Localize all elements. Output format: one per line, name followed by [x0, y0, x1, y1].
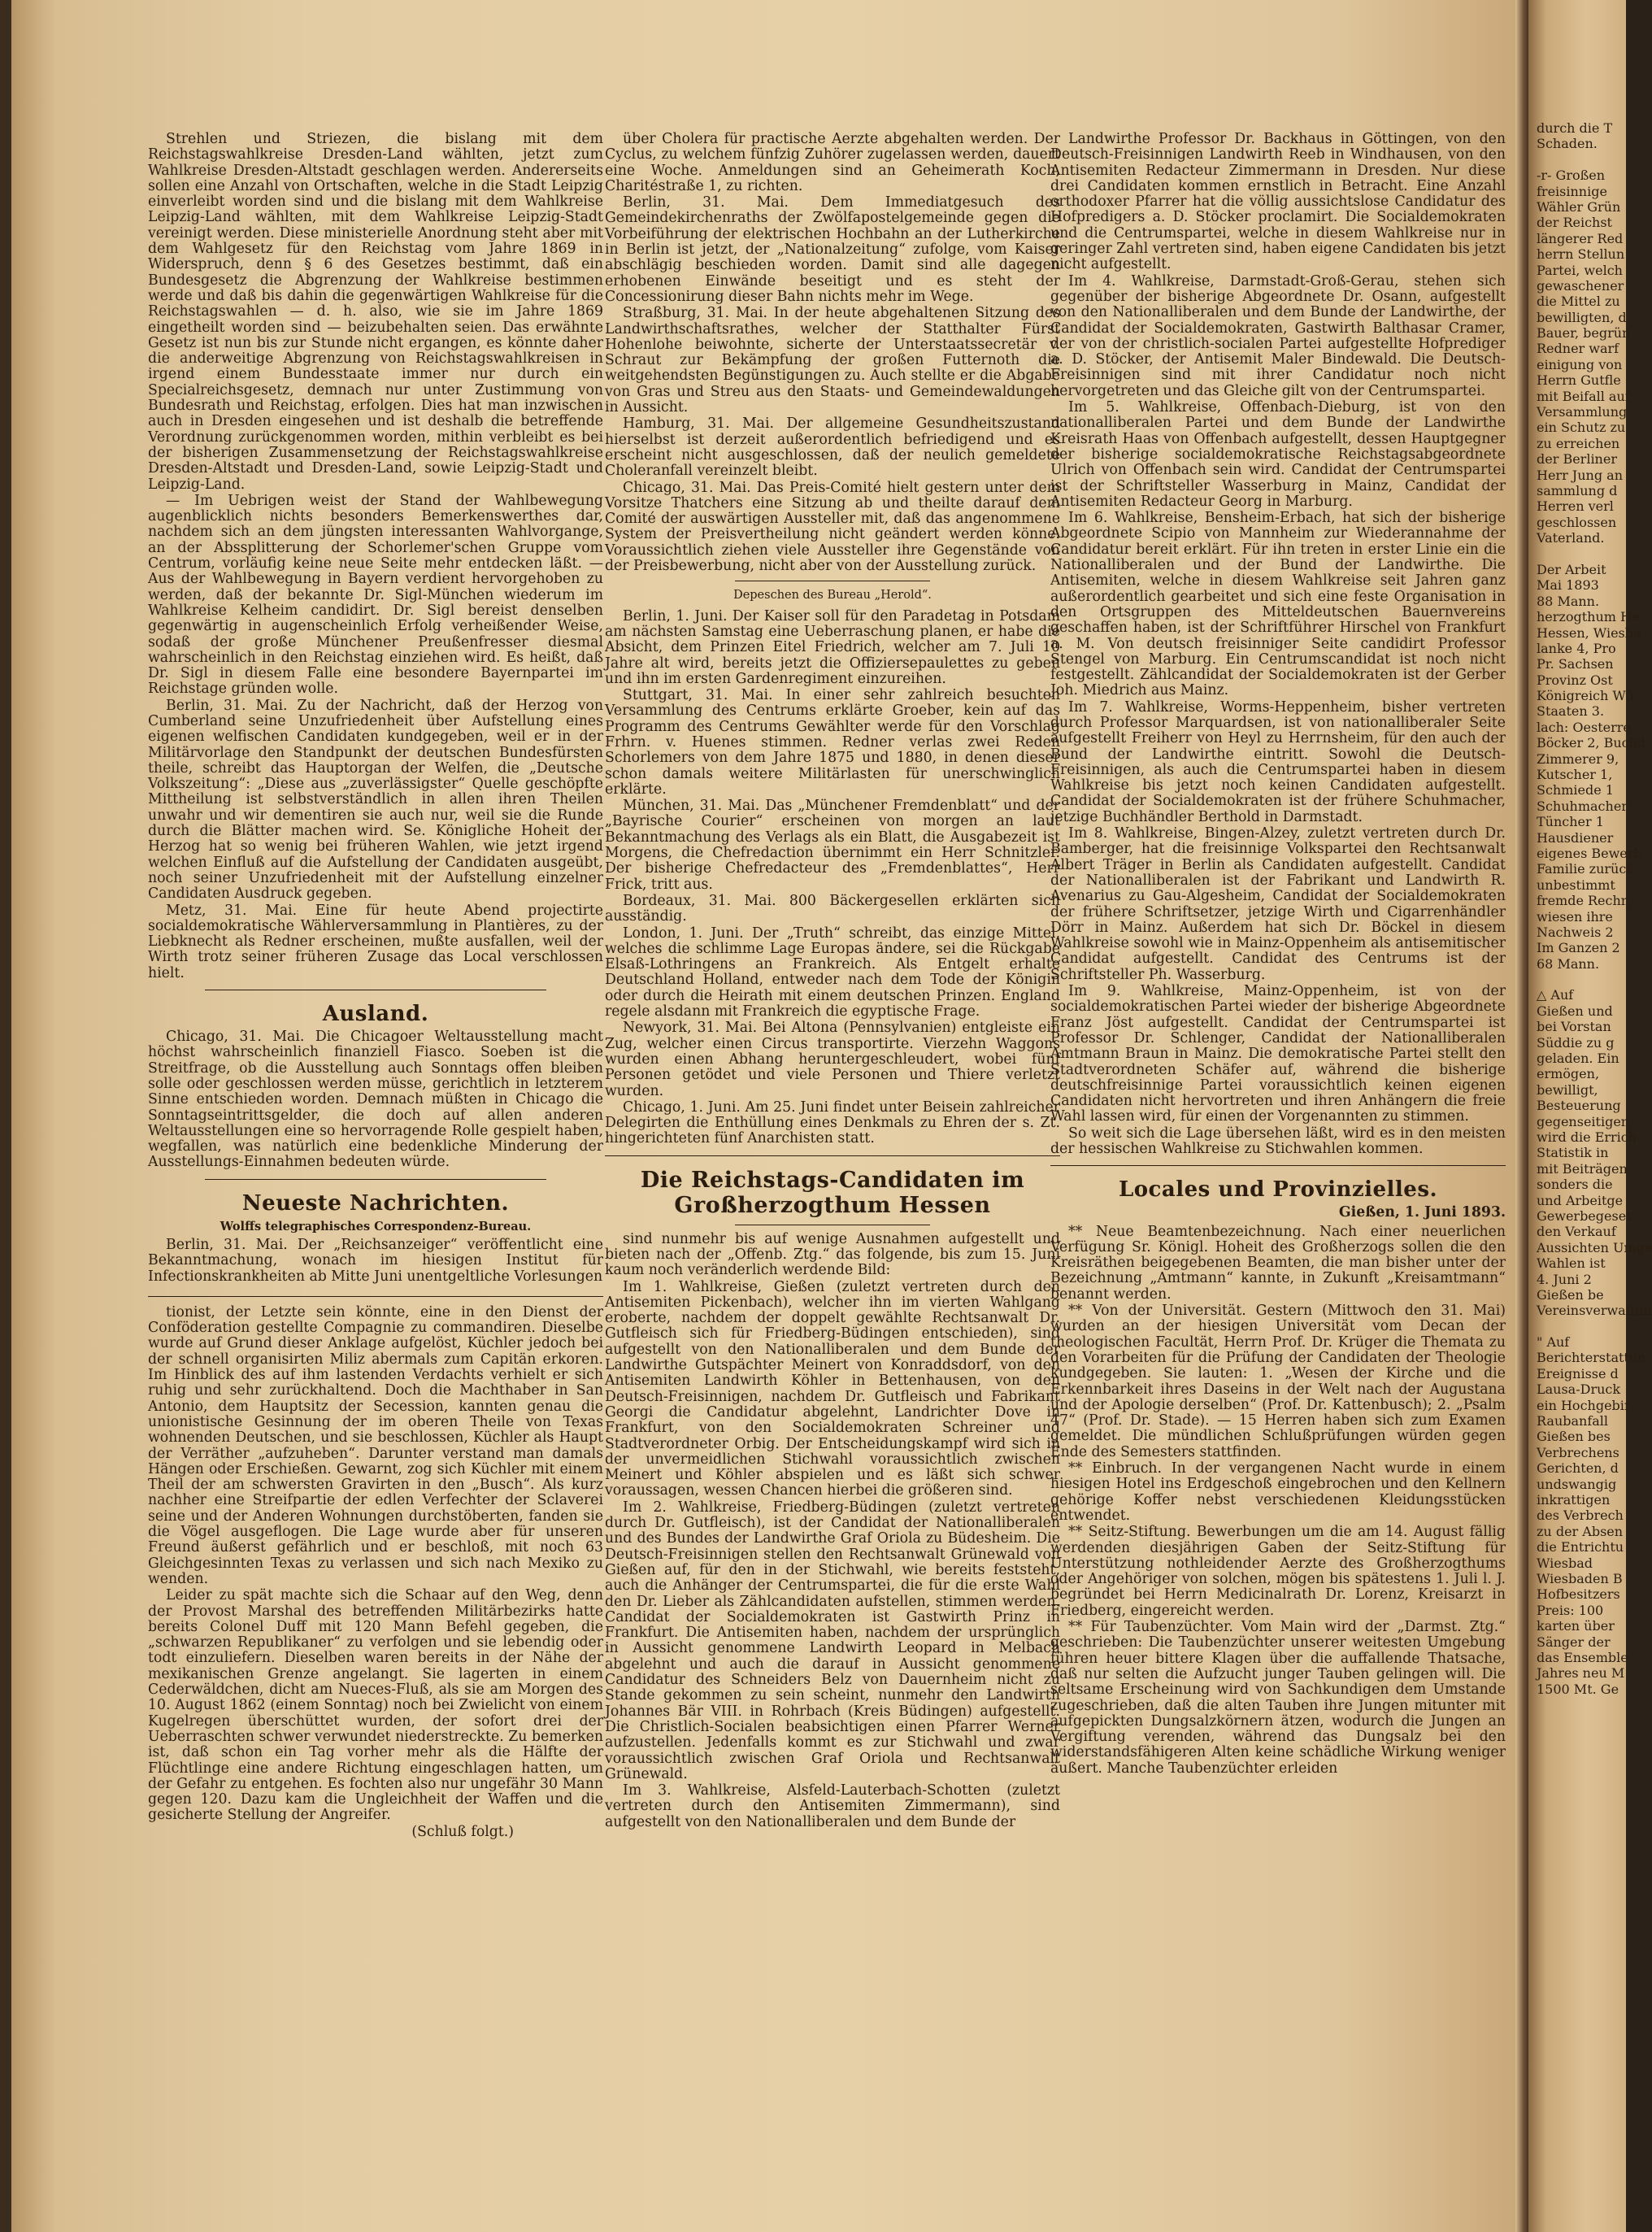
strip-line — [1537, 1319, 1626, 1334]
strip-line: sonders die — [1537, 1177, 1613, 1193]
strip-line: gewaschener — [1537, 277, 1624, 294]
article-paragraph: So weit sich die Lage übersehen läßt, wird es in den meisten der hessischen Wahlkreise zu Stichwahlen kommen. — [1050, 1125, 1506, 1157]
strip-line: Nachweis 2 — [1537, 924, 1614, 940]
strip-line — [1537, 546, 1626, 562]
strip-line: Wiesbad — [1537, 1555, 1593, 1571]
strip-line: Lausa-Druck — [1537, 1381, 1621, 1398]
facing-page-text-strip — [1537, 120, 1652, 2178]
section-heading-hessen: Die Reichstags-Candidaten im Großherzogthum Hessen — [640, 1167, 1025, 1218]
strip-line: Wähler Grün — [1537, 198, 1621, 215]
strip-line: Hausdiener — [1537, 829, 1614, 846]
article-paragraph: Im 3. Wahlkreise, Alsfeld-Lauterbach-Schotten (zuletzt vertreten durch den Antisemiten Zimmermann), sind aufgestellt von den Nationalliberalen und dem Bunde der — [605, 1782, 1060, 1830]
strip-line: Gerichten, d — [1537, 1460, 1619, 1477]
feuilleton-continued-note: (Schluß folgt.) — [411, 1823, 514, 1840]
article-paragraph: Strehlen und Striezen, die bislang mit dem Reichstagswahlkreise Dresden-Land wählten, jetzt zum Wahlkreise Dresden-Altstadt geschlagen werden. Andererseits sollen eine Anzahl von Ortschaften, welche in die Stadt Leipzig einverleibt worden sind und die bislang mit dem Wahlkreise Leipzig-Land wählten, mit dem Wahlkreise Leipzig-Stadt vereinigt werden. Diese ministerielle Anordnung steht aber mit dem Wahlgesetz für den Reichstag vom Jahre 1869 in Widerspruch, denn § 6 des Gesetzes bestimmt, daß ein Bundesgesetz die Abgrenzung der Wahlkreise bestimmen werde und daß bis dahin die gegenwärtigen Wahlkreise für die Reichstagswahlen — d. h. also, wie sie im Jahre 1869 eingetheilt worden sind — beizubehalten seien. Das erwähnte Gesetz ist nun bis zur Stunde nicht ergangen, es könnte daher die anderweitige Abgrenzung von Reichstagswahlkreisen in irgend einem Bundesstaate immer nur durch ein Specialreichsgesetz, demnach nur unter Zustimmung von Bundesrath und Reichstag, erfolgen. Dies hat man inzwischen auch in Dresden eingesehen und ist deshalb die betreffende Verordnung zurückgenommen worden, mithin verbleibt es bei der bisherigen Zusammensetzung der Reichstagswahlkreise Dresden-Altstadt und Dresden-Land, sowie Leipzig-Stadt und Leipzig-Land. — [148, 131, 603, 493]
strip-line: Verbrechens — [1537, 1444, 1619, 1460]
strip-line: die Entrichtu — [1537, 1539, 1624, 1555]
article-paragraph: ** Für Taubenzüchter. Vom Main wird der „Darmst. Ztg.“ geschrieben: Die Taubenzüchter unserer weitesten Umgebung führen heuer bittere Klagen über die auffallende Thatsache, daß nur selten die Aufzucht junger Tauben gelingen will. Die seltsame Erscheinung wird von Sachkundigen dem Umstande zugeschrieben, daß die alten Tauben ihre Jungen mitunter mit aufgepickten Dungsalzkörnern ätzen, wodurch die Jungen an Vergiftung verenden, während das Dungsalz bei den widerstandsfähigeren Alten keine schädliche Wirkung weniger äußert. Manche Taubenzüchter erleiden — [1050, 1619, 1506, 1777]
strip-line: Provinz Ost — [1537, 672, 1613, 688]
strip-line: durch die T — [1537, 120, 1613, 136]
strip-line: unbestimmt — [1537, 877, 1615, 893]
strip-line: Berichterstattun — [1537, 1350, 1646, 1366]
article-paragraph: ** Neue Beamtenbezeichnung. Nach einer neuerlichen Verfügung Sr. Königl. Hoheit des Großherzogs sollen die den Kreisräthen beigegebenen Beamten, die man bisher unter der Bezeichnung „Amtmann“ kannte, in Zukunft „Kreisamtmann“ benannt werden. — [1050, 1223, 1506, 1303]
strip-line: Gewerbegeset — [1537, 1207, 1632, 1224]
article-paragraph: ** Seitz-Stiftung. Bewerbungen um die am 14. August fällig werdenden diesjährigen Gaben der Seitz-Stiftung für Unterstützung nothleidender Aerzte des Großherzogthums oder Angehöriger von solchen, mögen bis spätestens 1. Juli l. J. begründet bei Herrn Medicinalrath Dr. Lorenz, Kreisarzt in Friedberg, eingereicht werden. — [1050, 1524, 1506, 1619]
strip-line: karten über — [1537, 1618, 1615, 1634]
strip-line: wird die Errich — [1537, 1129, 1637, 1145]
strip-line: Sänger der — [1537, 1634, 1611, 1650]
column-right — [1050, 132, 1506, 2181]
strip-line: Gießen und — [1537, 1003, 1613, 1019]
article-paragraph: Im 2. Wahlkreise, Friedberg-Büdingen (zuletzt vertreten durch Dr. Gutfleisch), ist der Candidat der Nationalliberalen und des Bundes der Landwirthe Graf Oriola zu Büdesheim. Die Deutsch-Freisinnigen stellen den Rechtsanwalt Grünewald von Gießen auf, für den in der Stichwahl, wie bereits feststeht, auch die Anhänger der Centrumspartei, die für die erste Wahl den Dr. Lieber als Zählcandidaten aufstellen, stimmen werden. Candidat der Socialdemokraten ist Gastwirth Prinz in Frankfurt. Die Antisemiten haben, nachdem der ursprünglich in Aussicht genommene Landwirth Leopard in Melbach abgelehnt und auch die darauf in Aussicht genommene Candidatur des Schneiders Belz von Dauernheim nicht zu Stande gekommen zu sein scheint, nunmehr den Landwirth Johannes Bär VIII. in Rohrbach (Kreis Büdingen) aufgestellt. Die Christlich-Socialen beabsichtigen einen Pfarrer Werner aufzustellen. Jedenfalls kommt es zur Stichwahl und zwar voraussichtlich zwischen Graf Oriola und Rechtsanwalt Grünewald. — [605, 1499, 1060, 1782]
strip-line: Gießen bes — [1537, 1429, 1611, 1445]
strip-line: Schaden. — [1537, 136, 1598, 152]
column-left — [148, 132, 603, 2181]
strip-line: ein Hochgebir — [1537, 1397, 1631, 1413]
article-paragraph: Straßburg, 31. Mai. In der heute abgehaltenen Sitzung des Landwirthschaftsrathes, welcher der Statthalter Fürst Hohenlohe beiwohnte, sicherte der Unterstaatssecretär v. Schraut zur Bekämpfung der großen Futternoth die weitgehendsten Begünstigungen zu. Auch stellte er die Abgabe von Gras und Streu aus den Staats- und Gemeindewaldungen in Aussicht. — [605, 305, 1060, 416]
strip-line: fremde Rechn — [1537, 893, 1630, 909]
strip-line: den Verkauf — [1537, 1224, 1616, 1240]
strip-line: Jahres neu M — [1537, 1665, 1625, 1682]
strip-line: einigung von — [1537, 356, 1623, 372]
section-divider — [1050, 1165, 1506, 1166]
article-paragraph: Berlin, 31. Mai. Der „Reichsanzeiger“ veröffentlicht eine Bekanntmachung, wonach im hiesigen Institut für Infectionskrankheiten ab Mitte Juni unentgeltliche Vorlesungen — [148, 1237, 603, 1285]
strip-line: und Arbeitge — [1537, 1192, 1624, 1208]
strip-line: Königreich Wü — [1537, 688, 1634, 704]
article-paragraph: Hamburg, 31. Mai. Der allgemeine Gesundheitszustand hierselbst ist derzeit außerordentlich befriedigend und es erscheint nicht ausgeschlossen, daß der neulich gemeldete Choleranfall vereinzelt bleibt. — [605, 416, 1060, 480]
section-heading-ausland: Ausland. — [322, 1002, 429, 1027]
strip-line: Der Arbeit — [1537, 561, 1606, 577]
strip-line: der Reichst — [1537, 215, 1612, 231]
article-paragraph: Im 7. Wahlkreise, Worms-Heppenheim, bisher vertreten durch Professor Marquardsen, ist von nationalliberaler Seite aufgestellt Freiherr von Heyl zu Herrnsheim, für den auch der Bund der Landwirthe eintritt. Sowohl die Deutsch-Freisinnigen, als auch die Centrumspartei haben in diesem Wahlkreise bis jetzt noch keinen Candidaten aufgestellt. Candidat der Socialdemokraten ist der frühere Schuhmacher, jetzige Buchhändler Berthold in Darmstadt. — [1050, 698, 1506, 825]
feuilleton-divider — [148, 1296, 603, 1297]
strip-line: Staaten 3. — [1537, 703, 1605, 720]
article-paragraph: Bordeaux, 31. Mai. 800 Bäckergesellen erklärten sich ausständig. — [605, 892, 1060, 925]
article-paragraph: London, 1. Juni. Der „Truth“ schreibt, das einzige Mittel, welches die schlimme Lage Europas ändere, sei die Rückgabe Elsaß-Lothringens an Frankreich. Als Entgelt erhalte Deutschland Holland, entweder nach dem Tode der Königin oder durch die Heirath mit einem deutschen Prinzen. England regele alsdann mit Frankreich die egyptische Frage. — [605, 925, 1060, 1020]
article-paragraph: Chicago, 1. Juni. Am 25. Juni findet unter Beisein zahlreicher Delegirten die Enthüllung eines Denkmals zu Ehren der s. Zt. hingerichteten fünf Anarchisten statt. — [605, 1099, 1060, 1147]
article-paragraph: Im 1. Wahlkreise, Gießen (zuletzt vertreten durch den Antisemiten Pickenbach), welcher ihn im vierten Wahlgang eroberte, nachdem der doppelt gewählte Rechtsanwalt Dr. Gutfleisch sich für Friedberg-Büdingen entschieden), sind aufgestellt von den Nationalliberalen und dem Bunde der Landwirthe Gutspächter Meinert von Konraddsdorf, von den Antisemiten Landwirth Köhler in Bettenhausen, von den Deutsch-Freisinnigen, nachdem Dr. Gutfleisch und Fabrikant Georgi die Candidatur abgelehnt, Landrichter Dove in Frankfurt, von den Socialdemokraten Schreiner und Stadtverordneter Orbig. Der Entscheidungskampf wird sich in der unvermeidlichen Stichwahl voraussichtlich zwischen Meinert und Köhler abspielen und es läßt sich schwer voraussagen, wessen Chancen hierbei die größeren sind. — [605, 1278, 1060, 1499]
strip-line: Bauer, begrün — [1537, 325, 1631, 342]
strip-line: Gießen be — [1537, 1286, 1604, 1303]
strip-line: herzogthum He — [1537, 609, 1640, 625]
strip-line: wiesen ihre — [1537, 908, 1613, 925]
strip-line: Preis: 100 — [1537, 1602, 1604, 1618]
article-paragraph: ** Von der Universität. Gestern (Mittwoch den 31. Mai) wurden an der hiesigen Universität vom Decan der theologischen Facultät, Herrn Prof. Dr. Krüger die Themata zu den Vorarbeiten für die Prüfung der Candidaten der Theologie kundgegeben. Sie lauten: 1. „Wesen der Kirche und die Erkennbarkeit ihres Daseins in der Welt nach der Augustana und der Apologie derselben“ (Prof. Dr. Kattenbusch); 2. „Psalm 47“ (Prof. Dr. Stade). — 15 Herren haben sich zum Examen gemeldet. Die mündlichen Schlußprüfungen würden gegen Ende des Semesters stattfinden. — [1050, 1303, 1506, 1460]
strip-line: Herren verl — [1537, 498, 1614, 515]
feuilleton-paragraph: Leider zu spät machte sich die Schaar auf den Weg, denn der Provost Marshal des betreffenden Militärbezirks hatte bereits Colonel Duff mit 120 Mann Befehl gegeben, die „schwarzen Republikaner“ zu verfolgen und sie lebendig oder todt einzuliefern. Dieselben waren bereits in der Nähe der mexikanischen Grenze angelangt. Sie lagerten in einem Cederwäldchen, dicht am Nueces-Fluß, als sie am Morgen des 10. August 1862 (einem Sonntag) noch bei Zwielicht von einem Kugelregen überschüttet wurden, der sofort drei der Ueberraschten schwer verwundet niederstreckte. Zu bemerken ist, daß schon ein Tag vorher mehr als die Hälfte der Flüchtlinge eine andere Richtung eingeschlagen hatten, um der Gefahr zu entgehen. Es fochten also nur ungefähr 30 Mann gegen 120. Dazu kam die Ungleichheit der Waffen und die gesicherte Stellung der Angreifer. — [148, 1587, 603, 1824]
strip-line: das Ensemble — [1537, 1649, 1628, 1665]
strip-line: Versammlung — [1537, 404, 1628, 420]
article-paragraph: Im 6. Wahlkreise, Bensheim-Erbach, hat sich der bisherige Abgeordnete Scipio von Mannheim zur Wiederannahme der Candidatur bereit erklärt. Für ihn treten in erster Linie ein die Nationalliberalen und der Bund der Landwirthe. Die Antisemiten, welche in diesem Wahlkreise seit Jahren ganz außerordentlich gearbeitet und sich eine feste Organisation in den Ortsgruppen des Mitteldeutschen Bauernvereins geschaffen haben, ist der Schriftführer Hirschel von Frankfurt a. M. Von deutsch freisinniger Seite candidirt Professor Stengel von Marburg. Ein Centrumscandidat ist noch nicht festgestellt. Zählcandidat der Socialdemokraten ist der Gerber Joh. Miedrich aus Mainz. — [1050, 510, 1506, 699]
strip-line — [1537, 972, 1626, 987]
strip-line: Vaterland. — [1537, 530, 1605, 546]
strip-line: -r- Großen — [1537, 168, 1606, 184]
strip-line: Raubanfall — [1537, 1413, 1609, 1429]
strip-line: 68 Mann. — [1537, 955, 1600, 972]
section-heading-neueste-nachrichten: Neueste Nachrichten. — [241, 1190, 510, 1216]
strip-line: undswangig — [1537, 1476, 1617, 1492]
strip-line: Ereignisse d — [1537, 1365, 1619, 1381]
strip-line: 4. Juni 2 — [1537, 1271, 1592, 1287]
strip-line: inkrattigen — [1537, 1491, 1611, 1508]
feuilleton-paragraph: tionist, der Letzte sein könnte, eine in den Dienst der Conföderation gestellte Compagnie zu commandiren. Dieselbe wurde auf Grund dieser Anklage aufgelöst, Küchler jedoch bei der schnell organisirten Miliz abermals zum Capitän erkoren. Im Hinblick des auf ihm lastenden Verdachts verhielt er sich ruhig und sehr zurückhaltend. Doch die Machthaber in San Antonio, dem Hauptsitz der Secession, kannten genau die unionistische Gesinnung der im oberen Theile von Texas wohnenden Deutschen, und sie beschlossen, Küchler als Haupt der Verräther „aufzuheben“. Darunter verstand man damals Hängen oder Erschießen. Gewarnt, zog sich Küchler mit einem Theil der am schwersten Gravirten in den „Busch“. Als kurz nachher eine Streifpartie der edlen Verfechter der Sclaverei seine und der Anderen Wohnungen durchstöberten, fanden sie die Vögel ausgeflogen. Die Lage wurde aber für unseren Freund äußerst gefährlich und er beschloß, mit noch 63 Gleichgesinnten Texas zu verlassen und sich nach Mexiko zu wenden. — [148, 1303, 603, 1587]
article-paragraph: Im 5. Wahlkreise, Offenbach-Dieburg, ist von den nationalliberalen Partei und dem Bunde der Landwirthe Kreisrath Haas von Offenbach aufgestellt, dessen Hauptgegner der bisherige socialdemokratische Reichstagsabgeordnete Ulrich von Offenbach sein wird. Candidat der Centrumspartei ist der Schriftsteller Wasserburg in Mainz, Candidat der Antisemiten Redacteur Georg in Marburg. — [1050, 399, 1506, 510]
strip-line: Aussichten Umge — [1537, 1239, 1652, 1255]
section-divider — [605, 1155, 1060, 1156]
strip-line: lach: Oesterre — [1537, 719, 1631, 735]
strip-line: ermögen, — [1537, 1066, 1600, 1082]
strip-line: Im Ganzen 2 — [1537, 940, 1620, 956]
article-paragraph: sind nunmehr bis auf wenige Ausnahmen aufgestellt und bieten nach der „Offenb. Ztg.“ das folgende, bis zum 15. Juni kaum noch veränderlich werdende Bild: — [605, 1230, 1060, 1279]
article-paragraph: Berlin, 1. Juni. Der Kaiser soll für den Paradetag in Potsdam am nächsten Samstag eine Ueberraschung planen, er habe die Absicht, dem Prinzen Eitel Friedrich, welcher am 7. Juli 10 Jahre alt wird, bereits jetzt die Offiziersepaulettes zu geben und ihn im ersten Gardenregiment einzureihen. — [605, 607, 1060, 687]
book-edge-left — [0, 0, 11, 2232]
strip-line: Vereinsverwaltun — [1537, 1303, 1652, 1319]
strip-line: Redner warf — [1537, 341, 1619, 357]
strip-line: Wahlen ist — [1537, 1255, 1606, 1272]
strip-line: 1500 Mt. Ge — [1537, 1681, 1619, 1697]
article-paragraph: Im 9. Wahlkreise, Mainz-Oppenheim, ist von der socialdemokratischen Partei wieder der bisherige Abgeordnete Franz Jöst aufgestellt. Candidat der Centrumspartei ist Professor Dr. Schlenger, Candidat der Nationalliberalen Amtmann Braun in Mainz. Die demokratische Partei stellt den Stadtverordneten Schäfer auf, während die bisherige deutschfreisinnige Partei voraussichtlich keinen eigenen Candidaten nicht hervortreten und ihren Anhängern die freie Wahl lassen wird, für einen der Vorgenannten zu stimmen. — [1050, 983, 1506, 1125]
strip-line: 88 Mann. — [1537, 593, 1600, 609]
strip-line: gegenseitigen — [1537, 1113, 1630, 1129]
strip-line: Mai 1893 — [1537, 577, 1599, 594]
strip-line: Tüncher 1 — [1537, 814, 1604, 830]
section-heading-locales: Locales und Provinzielles. — [1118, 1177, 1438, 1203]
article-paragraph: Im 8. Wahlkreise, Bingen-Alzey, zuletzt vertreten durch Dr. Bamberger, hat die freisinnige Volkspartei den Rechtsanwalt Albert Träger in Berlin als Candidaten aufgestellt. Candidat der Nationalliberalen ist der Fabrikant und Landwirth R. Avenarius zu Gau-Algesheim, Candidat der Socialdemokraten der frühere Schriftsetzer, jetzige Wirth und Cigarrenhändler Dörr in Mainz. Außerdem hat sich Dr. Böckel in diesem Wahlkreise sowohl wie in Mainz-Oppenheim als antisemitischer Candidat aufgestellt. Candidat des Centrums ist der Schriftsteller Ph. Wasserburg. — [1050, 825, 1506, 983]
article-paragraph: Chicago, 31. Mai. Das Preis-Comité hielt gestern unter dem Vorsitze Thatchers eine Sitzung ab und theilte darauf dem Comité der auswärtigen Aussteller mit, daß das angenommene System der Preisvertheilung nicht geändert werden könne. Voraussichtlich ziehen viele Aussteller ihre Gegenstände von der Preisbewerbung, nicht aber von der Ausstellung zurück. — [605, 479, 1060, 575]
section-divider — [205, 1179, 546, 1180]
strip-line: Hofbesitzers — [1537, 1586, 1620, 1603]
article-paragraph: Im 4. Wahlkreise, Darmstadt-Groß-Gerau, stehen sich gegenüber der bisherige Abgeordnete Dr. Osann, aufgestellt von den Nationalliberalen und dem Bunde der Landwirthe, der Candidat der Socialdemokraten, Gastwirth Balthasar Cramer, der von der christlich-socialen Partei aufgestellte Hofprediger a. D. Stöcker, der Antisemit Maler Bindewald. Die Deutsch-Freisinnigen sind mit ihrer Candidatur noch nicht hervorgetreten und das Gleiche gilt von der Centrumspartei. — [1050, 272, 1506, 399]
strip-line: Herrn Gutfle — [1537, 372, 1621, 389]
strip-line: Partei, welch — [1537, 262, 1623, 278]
strip-line: Familie zurück — [1537, 861, 1634, 877]
strip-line: zu der Absen — [1537, 1523, 1624, 1539]
strip-line: ein Schutz zu — [1537, 420, 1626, 436]
strip-line: Böcker 2, Buchd — [1537, 735, 1646, 751]
article-paragraph: über Cholera für practische Aerzte abgehalten werden. Der Cyclus, zu welchem fünfzig Zuhörer zugelassen werden, dauert eine Woche. Anmeldungen sind an Geheimerath Koch, Charitéstraße 1, zu richten. — [605, 131, 1060, 194]
article-paragraph: Metz, 31. Mai. Eine für heute Abend projectirte socialdemokratische Wählerversammlung in Plantières, zu der Liebknecht als Redner erscheinen, mußte ausfallen, weil der Wirth trotz seiner früheren Zusage das Local verschlossen hielt. — [148, 902, 603, 981]
section-subheading: Wolffs telegraphisches Correspondenz-Bureau. — [220, 1219, 532, 1233]
strip-line: Statistik in — [1537, 1145, 1609, 1161]
strip-line: bei Vorstan — [1537, 1019, 1611, 1035]
article-paragraph: Berlin, 31. Mai. Zu der Nachricht, daß der Herzog von Cumberland seine Unzufriedenheit über Aufstellung eines eigenen welfischen Candidaten kundgegeben, weil er in der Militärvorlage den Standpunkt der deutschen Bundesfürsten theile, schreibt das Hauptorgan der Welfen, die „Deutsche Volkszeitung“: „Diese aus „zuverlässigster“ Quelle geschöpfte Mittheilung ist selbstverständlich in allen ihren Theilen unwahr und wir dementiren sie auch nur, weil sie die Runde durch die Blätter machen wird. Se. Königliche Hoheit der Herzog hat so wenig bei früheren Wahlen, wie jetzt irgend welchen Einfluß auf die Aufstellung der Candidaten ausgeübt, noch seiner Unzufriedenheit mit der Aufstellung einzelner Candidaten Ausdruck gegeben. — [148, 697, 603, 903]
strip-line — [1537, 152, 1626, 168]
strip-line: geschlossen — [1537, 514, 1617, 530]
column-middle — [605, 132, 1060, 2181]
article-paragraph: Landwirthe Professor Dr. Backhaus in Göttingen, von den Deutsch-Freisinnigen Landwirth Reeb in Windhausen, von den Antisemiten Redacteur Zimmermann in Dresden. Nur diese drei Candidaten kommen ernstlich in Betracht. Eine Anzahl orthodoxer Pfarrer hat die völlig aussichtslose Candidatur des Hofpredigers a. D. Stöcker proclamirt. Die Socialdemokraten und die Centrumspartei, welche in diesem Wahlkreise nur in geringer Zahl vertreten sind, haben eigene Candidaten bis jetzt nicht aufgestellt. — [1050, 131, 1506, 273]
strip-line: Schmiede 1 — [1537, 782, 1614, 798]
strip-line: Süddie zu g — [1537, 1034, 1615, 1051]
article-paragraph: ** Einbruch. In der vergangenen Nacht wurde in einem hiesigen Hotel ins Erdgeschoß eingebrochen und den Kellnern gehörige Koffer nebst verschiedenen Kleidungsstücken entwendet. — [1050, 1460, 1506, 1524]
strip-line: mit Beiträgen — [1537, 1160, 1628, 1177]
strip-line: des Verbrech — [1537, 1508, 1624, 1524]
strip-line: bewilligten, d — [1537, 309, 1627, 325]
strip-line: Schuhmacher — [1537, 798, 1628, 814]
strip-line: freisinnige — [1537, 183, 1607, 199]
article-paragraph: Chicago, 31. Mai. Die Chicagoer Weltausstellung macht höchst wahrscheinlich finanziell Fiasco. Soeben ist die Streitfrage, ob die Ausstellung auch Sonntags offen bleiben solle oder geschlossen werden müsse, gerichtlich in letzterem Sinne entschieden worden. Demnach müßten in Chicago die Sonntagseintrittsgelder, die doch auf allen anderen Weltausstellungen eine so hervorragende Rolle gespielt haben, wegfallen, was natürlich eine bedenkliche Minderung der Ausstellungs-Einnahmen bedeuten würde. — [148, 1029, 603, 1171]
herold-heading: Depeschen des Bureau „Herold“. — [733, 589, 932, 603]
article-paragraph: Newyork, 31. Mai. Bei Altona (Pennsylvanien) entgleiste ein Zug, welcher einen Circus transportirte. Vierzehn Waggons wurden einen Abhang heruntergeschleudert, wobei fünf Personen getödet und viele Personen und Thiere verletzt wurden. — [605, 1020, 1060, 1099]
strip-line: der Berliner — [1537, 451, 1617, 468]
strip-line: Besteuerung — [1537, 1098, 1621, 1114]
strip-line: Wiesbaden B — [1537, 1570, 1623, 1586]
strip-line: Pr. Sachsen — [1537, 656, 1614, 672]
strip-line: Kutscher 1, — [1537, 767, 1613, 783]
strip-line: bewilligt, — [1537, 1081, 1598, 1098]
strip-line: Hessen, Wiesba — [1537, 624, 1641, 641]
article-paragraph: — Im Uebrigen weist der Stand der Wahlbewegung augenblicklich nichts besonders Bemerkenswerthes dar, nachdem sich an dem jüngsten interessanten Wahlvorgange, an der Abssplitterung der Schorlemer'schen Gruppe vom Centrum, vorläufig keine neue Seite mehr entdecken läßt. — Aus der Wahlbewegung in Bayern verdient hervorgehoben zu werden, daß der bekannte Dr. Sigl-München wiederum im Wahlkreise Kelheim candidirt. Dr. Sigl bereist denselben gegenwärtig in augenscheinlich Erfolg verheißender Weise, sodaß der große Münchener Preußenfresser diesmal wahrscheinlich in den Reichstag einziehen wird. Es heißt, daß Dr. Sigl in diesem Falle eine besondere Bayernpartei im Reichstage gründen wolle. — [148, 492, 603, 698]
strip-line: herrn Stellun — [1537, 246, 1625, 263]
strip-line: Zimmerer 9, — [1537, 751, 1619, 767]
strip-line: eigenes Bewerb — [1537, 845, 1642, 861]
strip-line: △ Auf — [1537, 987, 1574, 1003]
strip-line: sammlung d — [1537, 482, 1618, 498]
article-paragraph: München, 31. Mai. Das „Münchener Fremdenblatt“ und der „Bayrische Courier“ erscheinen von morgen an laut Bekanntmachung des Verlags als ein Blatt, die Ausgabezeit ist Morgens, die Chefredaction übernimmt ein Herr Schnitzler. Der bisherige Chefredacteur des „Fremdenblattes“, Herr Frick, tritt aus. — [605, 798, 1060, 893]
strip-line: Herr Jung an — [1537, 467, 1623, 483]
strip-line: lanke 4, Pro — [1537, 640, 1616, 656]
strip-line: mit Beifall auf — [1537, 388, 1630, 404]
strip-line: zu erreichen — [1537, 435, 1620, 451]
strip-line: " Auf — [1537, 1334, 1570, 1351]
dateline: Gießen, 1. Juni 1893. — [1338, 1204, 1506, 1221]
article-paragraph: Stuttgart, 31. Mai. In einer sehr zahlreich besuchten Versammlung des Centrums erklärte Groeber, kein auf das Programm des Centrums Gewählter werde für den Vorschlag Frhrn. v. Huenes stimmen. Redner verlas zwei Reden Schorlemers von dem Jahre 1875 und 1880, in denen dieser schon damals weitere Militärlasten für unerschwinglich erklärte. — [605, 687, 1060, 798]
strip-line: längerer Red — [1537, 230, 1624, 246]
strip-line: die Mittel zu — [1537, 294, 1620, 310]
strip-line: geladen. Ein — [1537, 1051, 1619, 1067]
article-paragraph: Berlin, 31. Mai. Dem Immediatgesuch des Gemeindekirchenraths der Zwölfapostelgemeinde gegen die Vorbeiführung der elektrischen Hochbahn an der Lutherkirche in Berlin ist jetzt, der „Nationalzeitung“ zufolge, vom Kaiser abschlägig beschieden worden. Damit sind alle dagegen erhobenen Einwände beseitigt und es steht der Concessionirung dieser Bahn nichts mehr im Wege. — [605, 194, 1060, 305]
